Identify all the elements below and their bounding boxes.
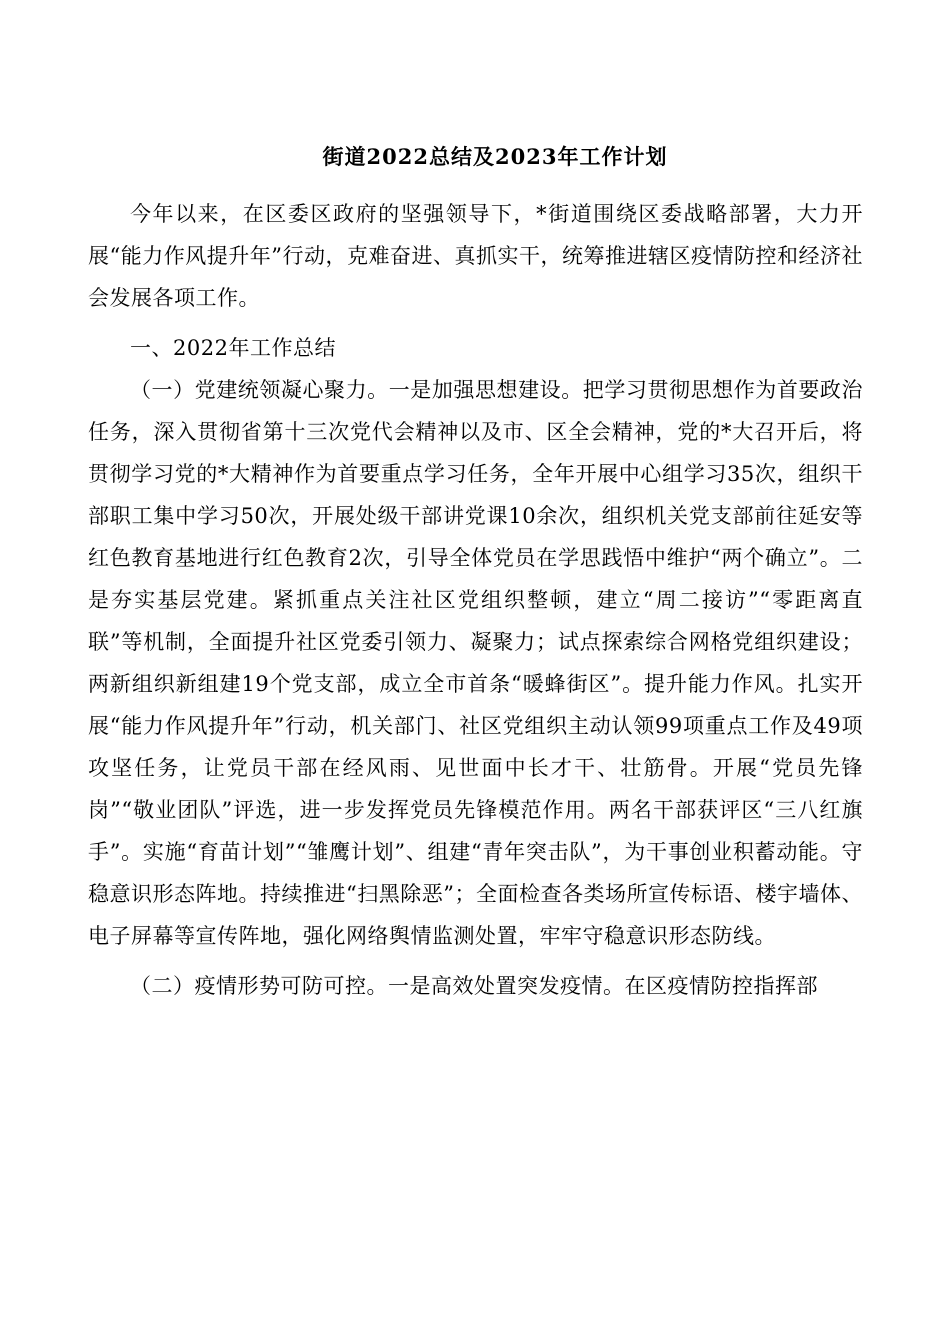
section-heading: 一、2022年工作总结: [130, 336, 336, 360]
party-building-paragraph: （一）党建统领凝心聚力。一是加强思想建设。把学习贯彻思想作为首要政治任务，深入贯彻省第十三次党代会精神以及市、区全会精神，党的*大召开后，将贯彻学习党的*大精神作为首要重点学习任务，全年开展中心组学习35次，组织干部职工集中学习50次，开展处级干部讲党课10余次，组织机关党支部前往延安等红色教育基地进行红色教育2次，引导全体党员在学思践悟中维护“两个确立”。二是夯实基层党建。紧抓重点关注社区党组织整顿，建立“周二接访”“零距离直联”等机制，全面提升社区党委引领力、凝聚力；试点探索综合网格党组织建设；两新组织新组建19个党支部，成立全市首条“暖蜂街区”。提升能力作风。扎实开展“能力作风提升年”行动，机关部门、社区党组织主动认领99项重点工作及49项攻坚任务，让党员干部在经风雨、见世面中长才干、壮筋骨。开展“党员先锋岗”“敬业团队”评选，进一步发挥党员先锋模范作用。两名干部获评区“三八红旗手”。实施“育苗计划”“雏鹰计划”、组建“青年突击队”，为干事创业积蓄动能。守稳意识形态阵地。持续推进“扫黑除恶”；全面检查各类场所宣传标语、楼宇墙体、电子屏幕等宣传阵地，强化网络舆情监测处置，牢牢守稳意识形态防线。: [88, 378, 863, 948]
intro-paragraph: 今年以来，在区委区政府的坚强领导下，*街道围绕区委战略部署，大力开展“能力作风提升年”行动，克难奋进、真抓实干，统筹推进辖区疫情防控和经济社会发展各项工作。: [88, 202, 863, 310]
document-title: 街道2022总结及2023年工作计划: [322, 144, 668, 169]
document-body: [88, 193, 863, 1007]
epidemic-paragraph: （二）疫情形势可防可控。一是高效处置突发疫情。在区疫情防控指挥部: [130, 974, 818, 998]
